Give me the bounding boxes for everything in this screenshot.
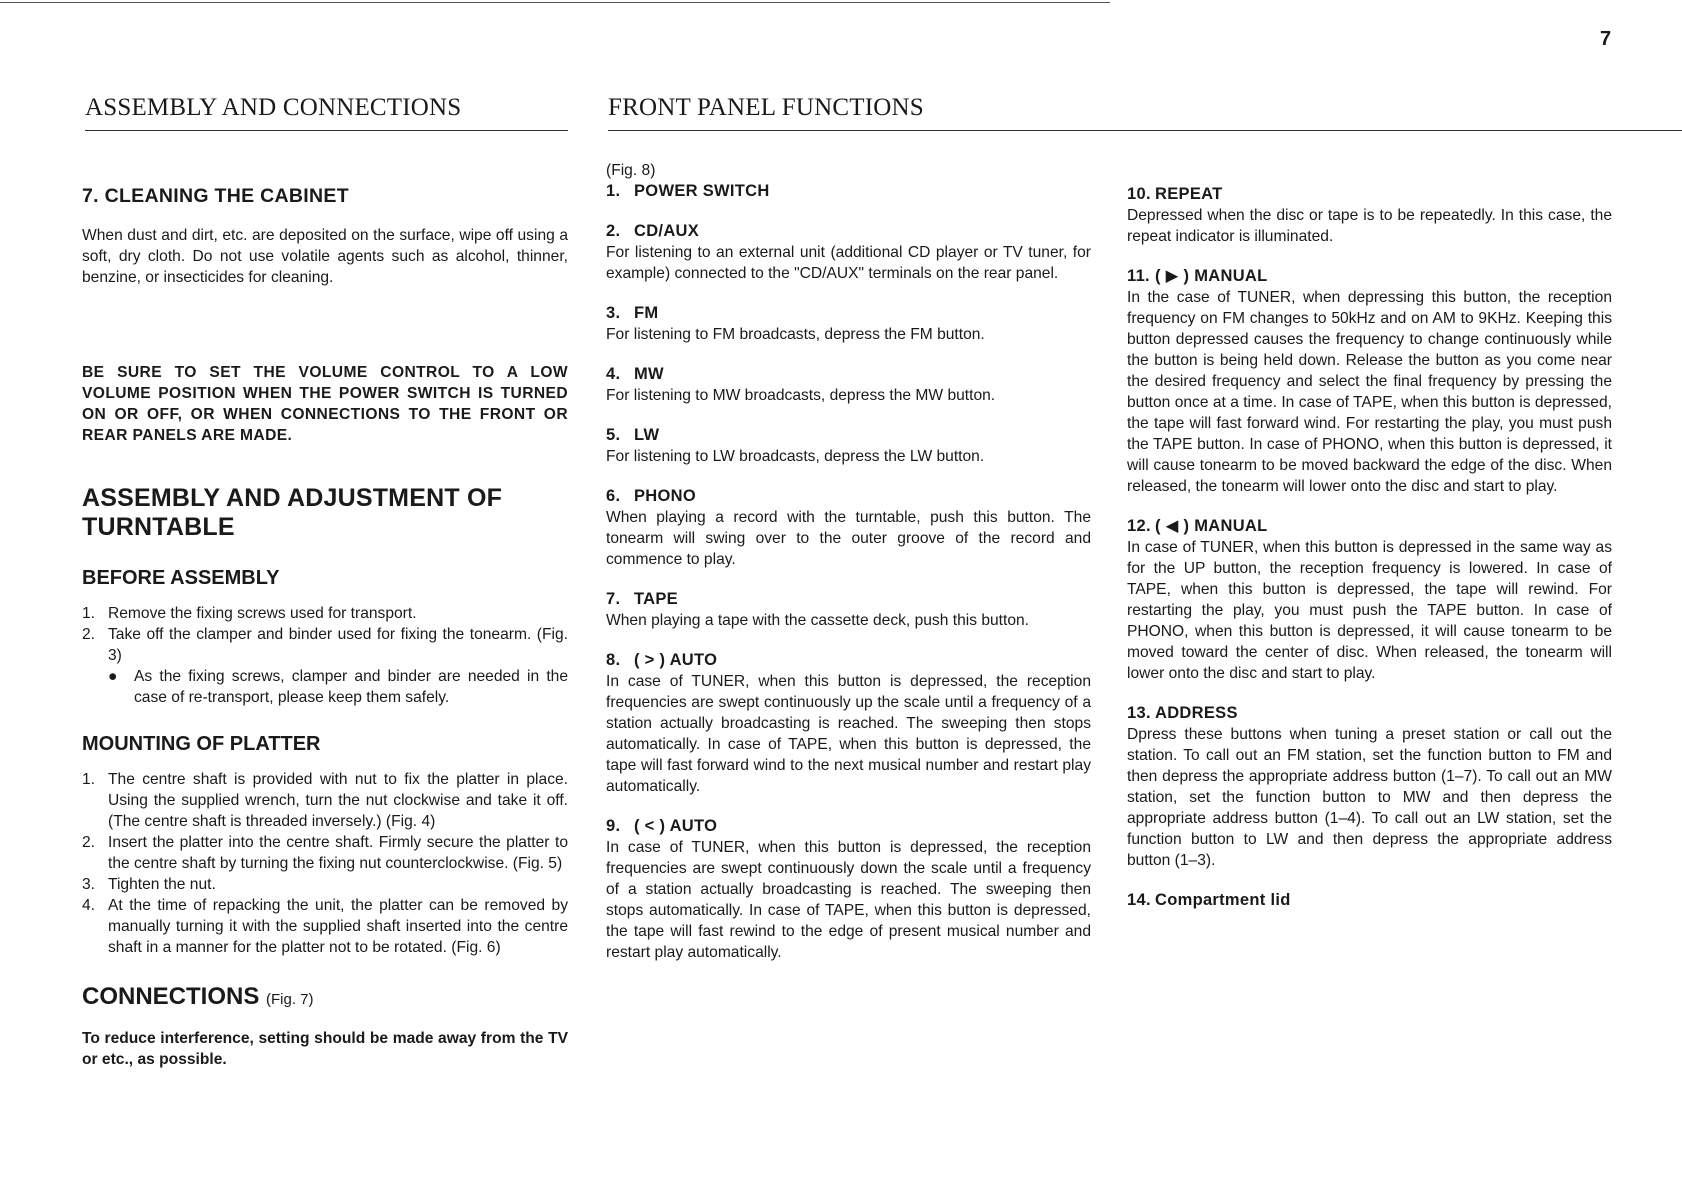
connections-title	[82, 983, 568, 1010]
list-item-number: 3.	[82, 876, 96, 893]
list-item-text: Insert the platter into the centre shaft. Firmly secure the platter to the centre shaft by turning the fixing nut counterclockwise. (Fig. 5)	[108, 834, 568, 872]
function-item-title	[1127, 184, 1612, 205]
mounting-platter-list	[82, 769, 568, 958]
header-rule-left	[85, 130, 568, 131]
cleaning-title: 7. CLEANING THE CABINET	[82, 185, 349, 207]
function-item-body: In the case of TUNER, when depressing this button, the reception frequency on FM changes to 50kHz and on AM to 9KHz. Keeping this button depressed causes the frequency to change continuously while the button is being held down. Release the button as you come near the desired frequency and select the final frequency by pressing the button once at a time. In case of TAPE, when this button is depressed, the tape will fast forward wind. For restarting the play, you must push the TAPE button. In case of PHONO, when this button is depressed, it will cause tonearm to be moved backward the edge of the disc. When released, the tonearm will lower onto the disc and start to play.	[1127, 289, 1612, 495]
function-item	[606, 486, 1091, 570]
function-item-title-text: FM	[634, 304, 659, 322]
function-item-body: In case of TUNER, when this button is depressed, the reception frequencies are swept continuously down the scale until a frequency of a station actually broadcasting is reached. The sweeping then stops automatically. In case of TAPE, when this button is depressed, the tape will fast rewind to the edge of present musical number and restart play automatically.	[606, 839, 1091, 961]
function-item-number: 14.	[1127, 891, 1151, 909]
function-item-title	[606, 589, 1091, 610]
header-front-panel-functions: FRONT PANEL FUNCTIONS	[608, 94, 924, 121]
function-item	[606, 181, 1091, 202]
function-item	[1127, 890, 1612, 911]
function-item-title	[606, 181, 1091, 202]
function-item-title-text: ( > ) AUTO	[634, 651, 718, 669]
function-item-title	[606, 486, 1091, 507]
column-assembly	[82, 160, 568, 1070]
list-item-number: 4.	[82, 897, 96, 914]
function-item-title	[606, 364, 1091, 385]
function-item-body: For listening to FM broadcasts, depress the FM button.	[606, 326, 985, 343]
list-item-number: 2.	[82, 834, 96, 851]
list-item	[82, 832, 568, 874]
function-item	[606, 221, 1091, 284]
front-panel-items-col2	[606, 181, 1091, 963]
function-item	[1127, 266, 1612, 497]
function-item-body: In case of TUNER, when this button is depressed, the reception frequencies are swept continuously up the scale until a frequency of a station actually broadcasting is reached. The sweeping then stops automatically. In case of TAPE, when this button is depressed, the tape will fast forward wind to the next musical number and restart play automatically.	[606, 673, 1091, 795]
function-item-title-text: PHONO	[634, 487, 697, 505]
list-item-number: 1.	[82, 605, 96, 622]
function-item-title	[1127, 266, 1612, 287]
function-item-number: 6.	[606, 487, 621, 505]
list-item	[82, 624, 568, 666]
function-item-title-text: LW	[634, 426, 660, 444]
interference-note: To reduce interference, setting should be made away from the TV or etc., as possible.	[82, 1030, 568, 1068]
function-item-number: 9.	[606, 817, 621, 835]
function-item-title-text: Compartment lid	[1155, 891, 1291, 909]
function-item	[606, 650, 1091, 797]
function-item-title-text: ADDRESS	[1155, 704, 1238, 722]
function-item-title-text: ( ◀ ) MANUAL	[1155, 517, 1268, 535]
function-item-title-text: ( < ) AUTO	[634, 817, 718, 835]
volume-warning: BE SURE TO SET THE VOLUME CONTROL TO A LOW VOLUME POSITION WHEN THE POWER SWITCH IS TURNED ON OR OFF, OR WHEN CONNECTIONS TO THE FRONT OR REAR PANELS ARE MADE.	[82, 364, 568, 444]
before-assembly-title: BEFORE ASSEMBLY	[82, 567, 280, 589]
list-item-text: Take off the clamper and binder used for fixing the tonearm. (Fig. 3)	[108, 626, 568, 664]
function-item-body: Depressed when the disc or tape is to be repeatedly. In this case, the repeat indicator is illuminated.	[1127, 207, 1612, 245]
mounting-platter-title: MOUNTING OF PLATTER	[82, 733, 321, 755]
list-item-number: 1.	[82, 771, 96, 788]
function-item-title-text: MW	[634, 365, 664, 383]
function-item-number: 3.	[606, 304, 621, 322]
bullet-dot-icon: ●	[108, 668, 118, 685]
header-rule-right	[608, 130, 1682, 131]
list-item	[82, 895, 568, 958]
function-item-title-text: REPEAT	[1155, 185, 1223, 203]
function-item-title-text: TAPE	[634, 590, 678, 608]
function-item	[1127, 703, 1612, 871]
list-item	[82, 769, 568, 832]
function-item-number: 7.	[606, 590, 621, 608]
function-item	[606, 425, 1091, 467]
function-item-number: 12.	[1127, 517, 1151, 535]
connections-title-text: CONNECTIONS	[82, 983, 260, 1010]
function-item-number: 2.	[606, 222, 621, 240]
page-number: 7	[1600, 28, 1612, 50]
connections-fig-ref: (Fig. 7)	[266, 991, 314, 1008]
function-item-body: For listening to LW broadcasts, depress the LW button.	[606, 448, 985, 465]
function-item-body: Dpress these buttons when tuning a preset station or call out the station. To call out an FM station, set the function button to FM and then depress the appropriate address button (1–7). To call out an MW station, set the function button to MW and then depress the appropriate address button (1–4). To call out an LW station, set the function button to LW and then depress the appropriate address button (1–3).	[1127, 726, 1612, 869]
header-assembly-connections: ASSEMBLY AND CONNECTIONS	[85, 94, 462, 121]
function-item-body: For listening to MW broadcasts, depress the MW button.	[606, 387, 996, 404]
bullet-note-text: As the fixing screws, clamper and binder are needed in the case of re-transport, please keep them safely.	[134, 668, 568, 706]
list-item-text: Remove the fixing screws used for transport.	[108, 605, 417, 622]
function-item-title	[1127, 516, 1612, 537]
list-item-text: At the time of repacking the unit, the platter can be removed by manually turning it with the supplied shaft inserted into the centre shaft in a manner for the platter not to be rotated. (Fig. 6)	[108, 897, 568, 956]
function-item	[606, 816, 1091, 963]
function-item-title-text: ( ▶ ) MANUAL	[1155, 267, 1268, 285]
turntable-title: ASSEMBLY AND ADJUSTMENT OF TURNTABLE	[82, 484, 503, 541]
function-item	[606, 303, 1091, 345]
cleaning-body: When dust and dirt, etc. are deposited on the surface, wipe off using a soft, dry cloth. Do not use volatile agents such as alcohol, thinner, benzine, or insecticides for cleaning.	[82, 227, 568, 286]
function-item	[1127, 516, 1612, 684]
function-item-title-text: POWER SWITCH	[634, 182, 770, 200]
function-item-number: 13.	[1127, 704, 1151, 722]
function-item-title	[606, 425, 1091, 446]
list-item-text: Tighten the nut.	[108, 876, 216, 893]
function-item-body: When playing a record with the turntable, push this button. The tonearm will swing over to the outer groove of the record and commence to play.	[606, 509, 1091, 568]
function-item-number: 10.	[1127, 185, 1151, 203]
function-item-title	[606, 650, 1091, 671]
function-item-title	[606, 221, 1091, 242]
function-item-number: 8.	[606, 651, 621, 669]
before-assembly-list	[82, 603, 568, 666]
list-item	[82, 603, 568, 624]
list-item	[82, 874, 568, 895]
function-item-title	[606, 816, 1091, 837]
function-item-number: 11.	[1127, 267, 1150, 285]
function-item-number: 1.	[606, 182, 621, 200]
function-item-body: When playing a tape with the cassette deck, push this button.	[606, 612, 1030, 629]
bullet-note	[82, 666, 568, 708]
function-item-body: In case of TUNER, when this button is depressed in the same way as for the UP button, the reception frequency is lowered. In case of TAPE, when this button is depressed, the tape will rewind. For restarting the play, you must push the TAPE button. In case of PHONO, when this button is depressed, it will cause tonearm to be moved toward the center of disc. When released, the tonearm will lower onto the disc and start to play.	[1127, 539, 1612, 682]
column-front-panel-2	[1127, 160, 1612, 911]
function-item-body: For listening to an external unit (additional CD player or TV tuner, for example) connected to the "CD/AUX" terminals on the rear panel.	[606, 244, 1091, 282]
list-item-text: The centre shaft is provided with nut to fix the platter in place. Using the supplied wrench, turn the nut clockwise and take it off. (The centre shaft is threaded inversely.) (Fig. 4)	[108, 771, 568, 830]
function-item	[606, 589, 1091, 631]
function-item-title	[1127, 703, 1612, 724]
front-panel-fig-ref: (Fig. 8)	[606, 162, 656, 179]
function-item-title-text: CD/AUX	[634, 222, 700, 240]
function-item-number: 5.	[606, 426, 621, 444]
top-edge-rule	[0, 2, 1110, 3]
function-item-number: 4.	[606, 365, 621, 383]
function-item-title	[606, 303, 1091, 324]
column-front-panel-1	[606, 160, 1091, 963]
function-item	[606, 364, 1091, 406]
function-item	[1127, 184, 1612, 247]
function-item-title	[1127, 890, 1612, 911]
list-item-number: 2.	[82, 626, 96, 643]
front-panel-items-col3	[1127, 184, 1612, 911]
